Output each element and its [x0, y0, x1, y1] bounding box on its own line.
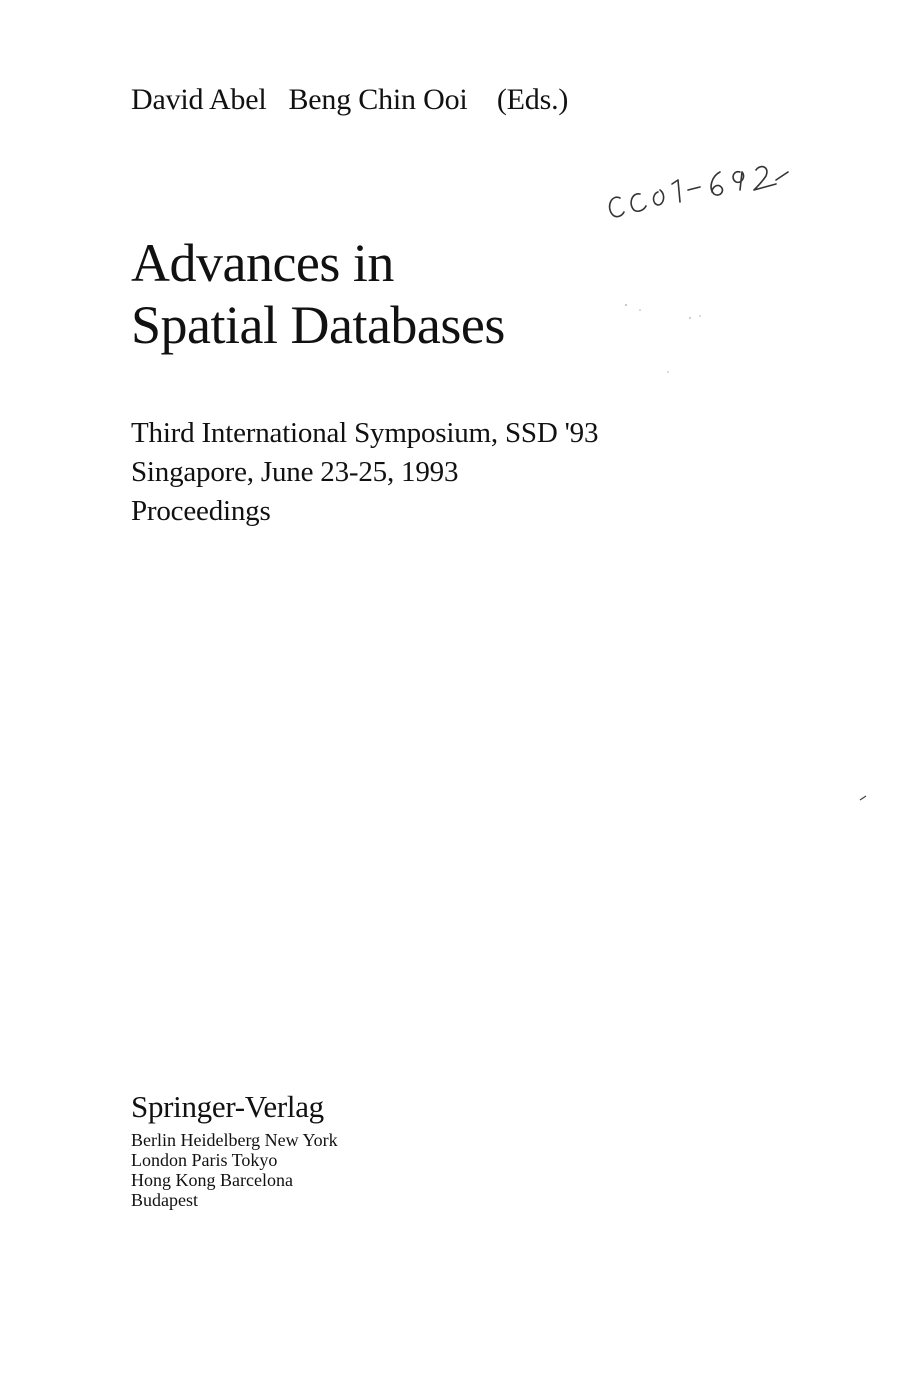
city-line: Hong Kong Barcelona [131, 1170, 293, 1190]
subtitle-line: Singapore, June 23-25, 1993 [131, 456, 459, 488]
editors-suffix: (Eds.) [496, 83, 569, 116]
publisher-block [131, 1088, 338, 1210]
subtitle-line: Proceedings [131, 495, 271, 527]
editors-line [131, 82, 568, 118]
city-line: Budapest [131, 1190, 198, 1210]
editor-name: David Abel [131, 83, 267, 116]
city-line: London Paris Tokyo [131, 1150, 278, 1170]
publisher-cities [131, 1130, 338, 1210]
publisher-name: Springer-Verlag [131, 1089, 324, 1124]
title-line: Advances in [131, 233, 394, 293]
title-line: Spatial Databases [131, 295, 505, 355]
book-subtitle [131, 414, 598, 531]
editor-name: Beng Chin Ooi [288, 83, 468, 116]
book-title [131, 232, 505, 356]
subtitle-line: Third International Symposium, SSD '93 [131, 417, 599, 449]
handwritten-mark [600, 150, 800, 240]
city-line: Berlin Heidelberg New York [131, 1130, 338, 1150]
